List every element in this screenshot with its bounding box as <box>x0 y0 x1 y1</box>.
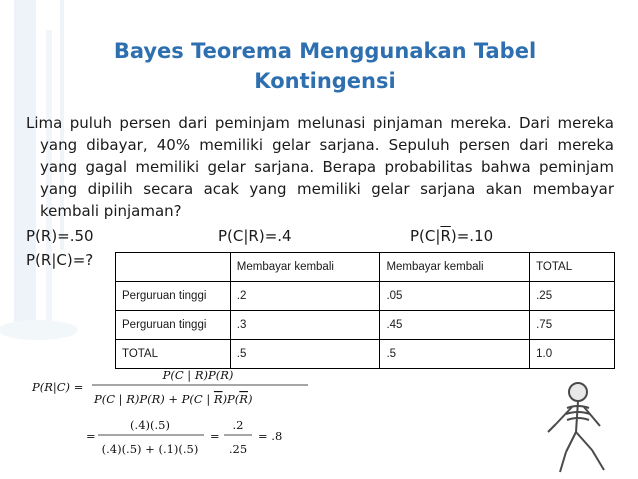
den-part-a: P(C | R)P(R) + P(C | <box>94 392 214 406</box>
r-bar: $\overline{R}$ <box>440 227 451 245</box>
prob-c-given-not-r-suffix: )=.10 <box>450 227 494 245</box>
table-row <box>116 282 615 311</box>
row-label: TOTAL <box>116 340 231 369</box>
den-r-bar: R <box>213 392 223 406</box>
table-row <box>116 311 615 340</box>
formula-numerator: P(C | R)P(R) <box>162 368 234 382</box>
table-cell: 1.0 <box>530 340 615 369</box>
row-label: Perguruan tinggi <box>116 282 231 311</box>
step3-denominator: .25 <box>228 442 248 456</box>
header-cell: Membayar kembali <box>380 253 530 282</box>
step3-numerator: .2 <box>232 418 244 432</box>
table-cell: .45 <box>380 311 530 340</box>
prob-c-given-not-r-prefix: P(C| <box>410 227 441 245</box>
problem-paragraph: Lima puluh persen dari peminjam melunasi pinjaman mereka. Dari mereka yang dibayar, 40% memiliki gelar sarjana. Sepuluh persen dari mereka yang gagal memiliki gelar sarjana. Berapa probabilitas bahwa peminjam yang dipilih secara acak yang memiliki gelar sarjana akan membayar kembali pinjaman? <box>26 114 614 220</box>
table-cell: .05 <box>380 282 530 311</box>
contingency-table <box>115 252 615 369</box>
skeleton-figure <box>548 383 604 472</box>
question-r-given-c: P(R|C)=? <box>26 251 94 269</box>
den-r-bar-2: R <box>239 392 248 406</box>
row-label: Perguruan tinggi <box>116 311 231 340</box>
table-cell: .5 <box>380 340 530 369</box>
prob-r: P(R)=.50 <box>26 227 94 245</box>
formula-equals-2: = <box>210 429 220 443</box>
den-part-b: )P( <box>222 392 240 406</box>
bayes-formula <box>26 365 316 470</box>
prob-c-given-r: P(C|R)=.4 <box>218 227 292 245</box>
formula-lhs: P(R|C) = <box>32 380 84 394</box>
table-cell: .3 <box>230 311 380 340</box>
table-cell: .5 <box>230 340 380 369</box>
prob-c-given-not-r <box>410 226 493 246</box>
header-cell: Membayar kembali <box>230 253 380 282</box>
step2-denominator: (.4)(.5) + (.1)(.5) <box>101 442 199 456</box>
header-cell: TOTAL <box>530 253 615 282</box>
formula-denominator <box>93 392 252 407</box>
header-cell <box>116 253 231 282</box>
slide-title: Bayes Teorema Menggunakan Tabel Kontingensi <box>113 39 537 93</box>
table-cell: .75 <box>530 311 615 340</box>
formula-equals: = <box>86 429 96 443</box>
step2-numerator: (.4)(.5) <box>130 418 170 432</box>
table-header-row <box>116 253 615 282</box>
den-part-c: ) <box>247 392 253 406</box>
table-cell: .2 <box>230 282 380 311</box>
table-cell: .25 <box>530 282 615 311</box>
formula-result: = .8 <box>258 429 283 443</box>
